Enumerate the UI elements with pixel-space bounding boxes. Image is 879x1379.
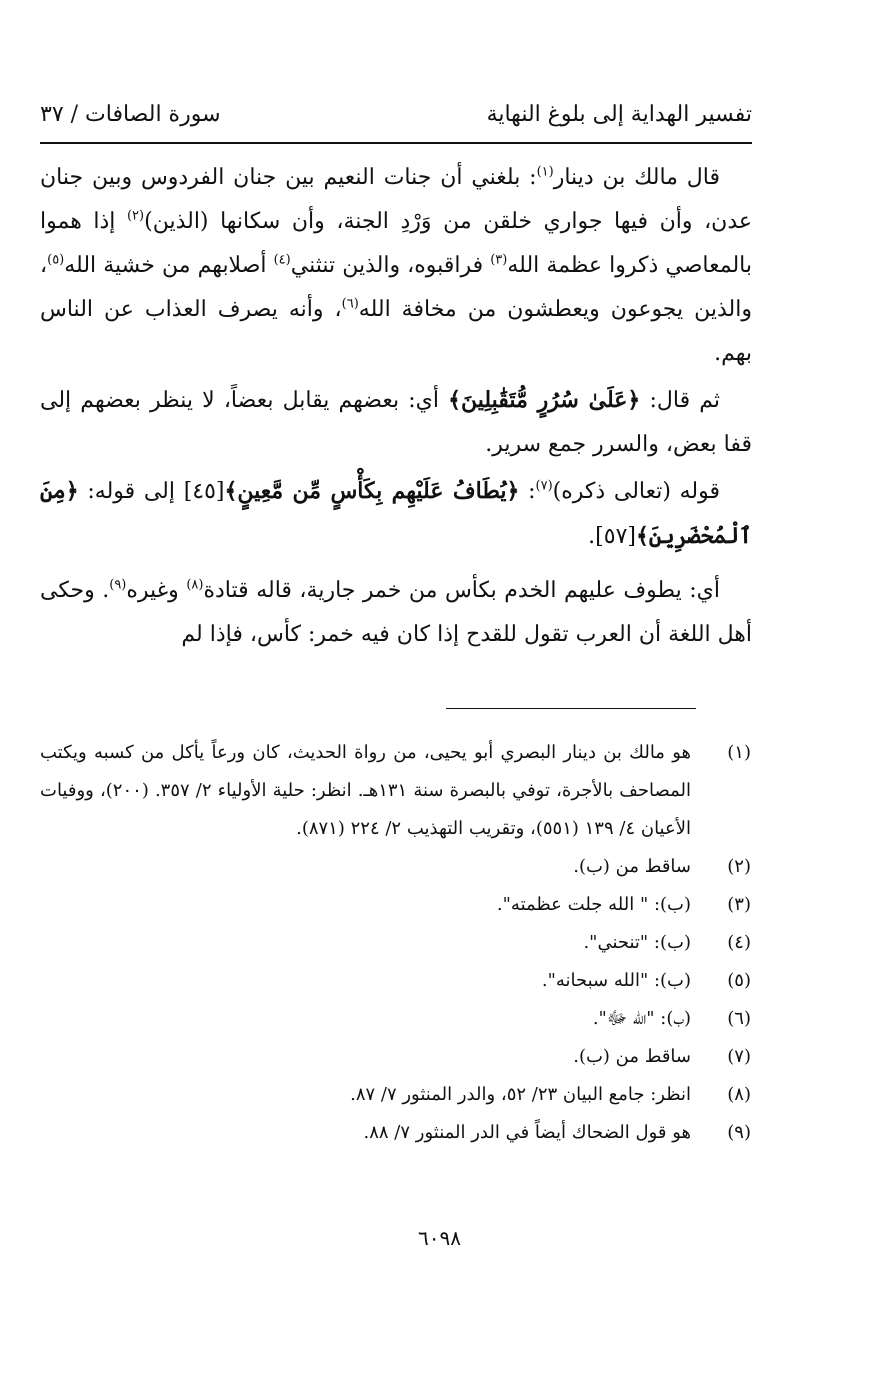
paragraph <box>40 378 752 467</box>
footnote-text: (ب): " الله جلت عظمته". <box>496 894 691 915</box>
footnote-number: (٧) <box>727 1046 751 1067</box>
footnote-marker: (٧) <box>535 478 553 494</box>
surah-info: سورة الصافات / ٣٧ <box>40 102 221 127</box>
footnote-text: (ب): "الله سبحانه". <box>541 970 691 991</box>
footnote <box>40 924 751 962</box>
text-segment: قوله (تعالى ذكره) <box>552 479 720 504</box>
footnote-marker: (٣) <box>490 252 508 268</box>
text-segment: . وحكى أهل اللغة أن العرب تقول للقدح إذا كان فيه خمر: كأس، فإذا لم <box>40 578 752 647</box>
text-segment: أي: بعضهم يقابل بعضاً، لا ينظر بعضهم إلى قفا بعض، والسرر جمع سرير. <box>40 388 752 457</box>
footnote-number: (٤) <box>727 932 751 953</box>
footnote-text: هو قول الضحاك أيضاً في الدر المنثور ٧/ ٨٨. <box>363 1122 691 1143</box>
footnote-marker: (٩) <box>109 577 127 593</box>
footnotes <box>40 734 751 1152</box>
footnote <box>40 1000 751 1038</box>
running-header <box>40 98 752 144</box>
footnote-text: انظر: جامع البيان ٢٣/ ٥٢، والدر المنثور ٧/ ٨٧. <box>350 1084 691 1105</box>
footnote-number: (٥) <box>727 970 751 991</box>
footnote <box>40 734 751 848</box>
footnote-number: (٣) <box>727 894 751 915</box>
footnote-text: ساقط من (ب). <box>573 1046 691 1067</box>
footnote-number: (٩) <box>727 1122 751 1143</box>
footnote <box>40 1076 751 1114</box>
footnote-marker: (٢) <box>126 208 145 224</box>
text-segment: أي: يطوف عليهم الخدم بكأس من خمر جارية، قاله قتادة <box>203 578 720 603</box>
footnote-number: (٨) <box>727 1084 751 1105</box>
footnote <box>40 962 751 1000</box>
text-segment: ثم قال: <box>640 388 720 413</box>
footnote-marker: (٥) <box>47 252 65 268</box>
book-title: تفسير الهداية إلى بلوغ النهاية <box>486 102 752 127</box>
footnote-marker: (٦) <box>341 296 359 312</box>
footnote-number: (٢) <box>727 856 751 877</box>
footnote-marker: (١) <box>536 164 554 180</box>
main-text <box>40 156 752 657</box>
text-segment: أصلابهم من خشية الله <box>64 253 274 278</box>
text-segment: : بلغني أن جنات النعيم بين جنان الفردوس وبين جنان عدن، وأن فيها جواري خلقن من وَرْدِ الجنة، وأن سكانها (الذين) <box>40 165 752 234</box>
footnote <box>40 848 751 886</box>
page-number: ٦٠٩٨ <box>418 1226 461 1250</box>
paragraph <box>40 156 752 376</box>
quran-verse: ﴿مِنَ ٱلْمُحْضَرِينَ﴾ <box>40 478 752 549</box>
footnote-text: هو مالك بن دينار البصري أبو يحيى، من رواة الحديث، كان ورعاً يأكل من كسبه ويكتب المصاحف بالأجرة، توفي بالبصرة سنة ١٣١هـ. انظر: حلية الأولياء ٢/ ٣٥٧. (٢٠٠)، ووفيات الأعيان ٤/ ١٣٩ (٥٥١)، وتقريب التهذيب ٢/ ٢٢٤ (٨٧١). <box>40 742 692 839</box>
footnote <box>40 886 751 924</box>
text-segment: فراقبوه، والذين تنثني <box>290 253 491 278</box>
footnote-text: (ب): "تنحني". <box>583 932 691 953</box>
text-segment: : <box>519 479 536 504</box>
quran-verse: ﴿عَلَىٰ سُرُرٍ مُّتَقَٰبِلِينَ﴾ <box>448 387 641 413</box>
text-segment: [٥٧]. <box>588 524 636 549</box>
footnote-marker: (٤) <box>273 252 291 268</box>
text-segment: ، والذين يجوعون ويعطشون من مخافة الله <box>40 253 752 322</box>
footnote-marker: (٨) <box>186 577 204 593</box>
text-segment: ، وأنه يصرف العذاب عن الناس بهم. <box>40 297 752 366</box>
paragraph <box>40 569 752 657</box>
footnote-number: (١) <box>727 742 751 763</box>
text-segment: [٤٥] إلى قوله: <box>78 479 225 504</box>
paragraph <box>40 469 752 559</box>
footnote-text: ساقط من (ب). <box>573 856 691 877</box>
quran-verse: ﴿يُطَافُ عَلَيْهِم بِكَأْسٍ مِّن مَّعِينٍ﴾ <box>224 478 520 504</box>
footnote <box>40 1114 751 1152</box>
text-segment: قال مالك بن دينار <box>553 165 720 190</box>
footnote-divider <box>446 708 696 709</box>
footnote-text: (ب): "الله ﷻ". <box>592 1008 691 1029</box>
footnote-number: (٦) <box>727 1008 751 1029</box>
text-segment: إذا هموا بالمعاصي ذكروا عظمة الله <box>40 209 752 278</box>
text-segment: وغيره <box>126 578 187 603</box>
footnote <box>40 1038 751 1076</box>
